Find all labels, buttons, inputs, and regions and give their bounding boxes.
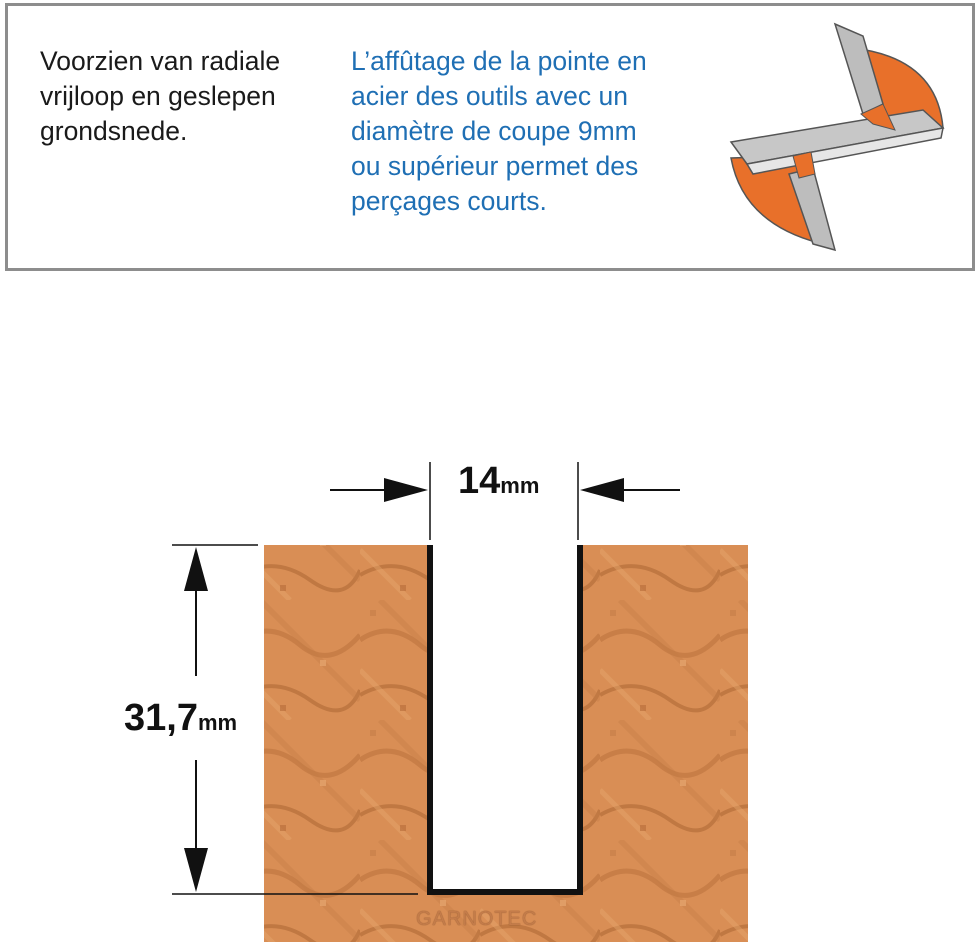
depth-dimension-label [124, 697, 237, 740]
watermark: GARNOTEC [416, 908, 538, 930]
description-french-line: perçages courts. [351, 186, 547, 216]
description-french-line: ou supérieur permet des [351, 151, 639, 181]
description-dutch-line: Voorzien van radiale [40, 46, 281, 76]
depth-unit: mm [197, 710, 238, 735]
depth-arrow-top-head [184, 547, 208, 591]
width-arrow-left-head [384, 478, 428, 502]
description-french-line: diamètre de coupe 9mm [351, 116, 637, 146]
description-french-line: L’affûtage de la pointe en [351, 46, 647, 76]
width-value: 14 [458, 460, 501, 502]
depth-arrow-bottom-head [184, 848, 208, 892]
width-unit: mm [500, 473, 540, 498]
width-arrow-right-head [580, 478, 624, 502]
description-dutch-line: vrijloop en geslepen [40, 81, 276, 111]
description-french-line: acier des outils avec un [351, 81, 628, 111]
width-dimension-label [458, 460, 539, 503]
groove [428, 545, 580, 892]
description-dutch-line: grondsnede. [40, 116, 188, 146]
depth-value: 31,7 [124, 697, 198, 739]
